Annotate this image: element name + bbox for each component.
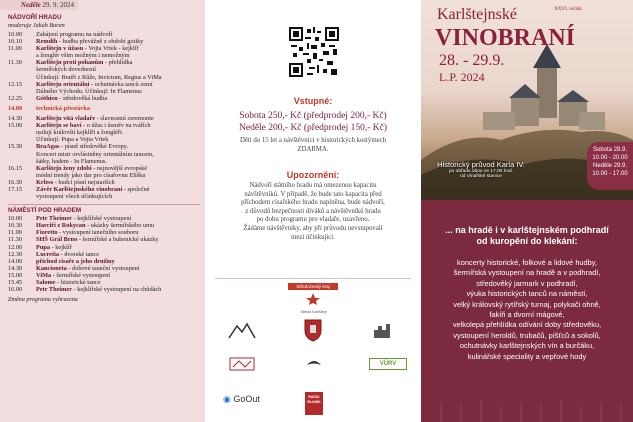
program-performer: Lucretia — [36, 250, 59, 258]
program-description: - nejnovější evropské — [91, 164, 148, 172]
program-performer: Karlštejn orientální — [36, 80, 90, 88]
program-performer: Krless — [36, 178, 54, 186]
program-description: - Vojta Vrtek - kejklíř — [83, 45, 139, 53]
program-description: Účinkují: Bratři z Růže, Invictum, Regius a ViMa — [36, 73, 162, 81]
program-time: 12.15 — [8, 80, 23, 88]
program-text — [36, 59, 200, 66]
vine-pattern — [421, 382, 633, 422]
castle-program — [8, 31, 200, 102]
program-description: - dobové taneční vystoupení — [66, 264, 140, 272]
program-row — [8, 81, 200, 88]
program-panel — [0, 0, 205, 422]
goout-icon: ◉ — [223, 394, 231, 404]
moderator: moderuje Jakub Baran — [8, 22, 65, 29]
program-time: 17.15 — [8, 185, 23, 193]
program-time — [8, 52, 36, 59]
castle-section-title: NÁDVOŘÍ HRADU — [8, 14, 62, 21]
program-text — [36, 265, 200, 272]
program-row — [8, 265, 200, 272]
program-description: - slavnostní ceremonie — [95, 115, 154, 123]
program-text — [36, 122, 200, 129]
title-vinobrani: VINOBRANÍ — [435, 25, 576, 51]
program-text — [36, 143, 200, 150]
program-performer: Remdih — [36, 38, 58, 46]
program-time — [8, 74, 36, 81]
program-performer: Fioretto — [36, 229, 58, 237]
program-description: - společné — [122, 185, 150, 193]
list-item: velkolepá přehlídka odívání doby středověku, — [452, 320, 602, 330]
program-row — [8, 136, 200, 143]
program-time: 12.30 — [8, 250, 23, 258]
program-description: - o úžas i úsměv na tvářích — [81, 122, 151, 130]
program-text — [36, 286, 200, 293]
program-time: 14.30 — [8, 264, 23, 272]
program-performer: Karlštejn vítá vladaře — [36, 115, 96, 123]
program-description: Koncert mistr orvlástněny orientálním tancem, — [36, 150, 154, 158]
program-text — [36, 193, 200, 200]
program-text — [36, 31, 200, 38]
program-text — [36, 215, 200, 222]
list-item: vystoupení heroldů, trubačů, píšťců a sokolů, — [453, 330, 601, 340]
program-text — [36, 136, 200, 143]
program-description: - hudci písní nejstarších — [53, 178, 115, 186]
program-performer: Petr Theimer — [36, 215, 72, 223]
program-description: šermířských dovedností — [36, 66, 96, 74]
attractions-list — [421, 258, 633, 362]
program-performer: Petr Theimer — [36, 286, 72, 294]
program-row — [8, 143, 200, 150]
program-description: - písně středověké Evropy. — [59, 143, 129, 151]
program-time — [8, 136, 36, 143]
program-text — [36, 258, 200, 265]
coat-of-arms-icon — [303, 318, 323, 342]
program-description: - šermířské a bubenické ukázky — [77, 236, 159, 244]
program-description: - ukázky šermířského umu — [85, 222, 155, 230]
children-free: ZDARMA. — [297, 146, 329, 153]
program-description: - kejklíř — [50, 243, 72, 251]
info-panel — [205, 0, 421, 422]
program-time: 15.45 — [8, 279, 23, 286]
program-time: 16.00 — [8, 286, 23, 294]
procession-title: Historický průvod Karla IV. — [437, 160, 525, 169]
program-row — [8, 186, 200, 193]
program-description: Zahájení programu na nádvoří — [36, 31, 113, 38]
program-description: vystoupení všech účinkujících — [36, 193, 113, 201]
list-item: ochutnávky karlštejnských vín a burčáku, — [459, 341, 595, 351]
program-time: 11.00 — [8, 229, 22, 237]
festival-year: L.P. 2024 — [439, 70, 485, 84]
program-time: 14.30 — [8, 115, 23, 123]
program-time: 15.00 — [8, 271, 23, 279]
sunday-heading — [8, 1, 74, 10]
program-time: 12.25 — [8, 94, 23, 102]
program-performer: ViMa — [36, 271, 52, 279]
title-karlstejnske: Karlštejnské — [437, 6, 517, 23]
program-text — [36, 236, 200, 243]
program-text — [36, 279, 200, 286]
program-performer: SHŠ Grál Brno — [36, 236, 78, 244]
program-time — [8, 129, 36, 136]
program-row — [8, 165, 200, 172]
program-time: 11.00 — [8, 45, 22, 53]
program-row — [8, 279, 200, 286]
program-time — [8, 151, 36, 158]
program-description: šátky, hadem - In Flamenus. — [36, 157, 107, 165]
separator — [215, 278, 411, 279]
program-performer: Pupa — [36, 243, 50, 251]
program-description: - kejklířské vystoupení — [71, 215, 132, 223]
program-time: 10.30 — [8, 222, 23, 230]
program-text — [36, 158, 200, 165]
cover-panel — [421, 0, 633, 422]
program-performer: BraAgas — [36, 143, 60, 151]
program-row — [8, 66, 200, 73]
program-time — [8, 88, 36, 95]
castle-logo-icon — [370, 322, 398, 340]
program-time: 14.00 — [8, 257, 23, 265]
program-row — [8, 158, 200, 165]
program-time — [8, 172, 36, 179]
program-description: - ochutnávka tanců zemí — [89, 80, 153, 88]
price-saturday: Sobota 250,- Kč (předprodej 200,- Kč) — [239, 111, 387, 121]
square-section-title: NÁMĚSTÍ POD HRADEM — [8, 207, 82, 215]
program-row — [8, 236, 200, 243]
notice-title: Upozornění: — [286, 170, 340, 180]
program-performer: Karlštejn se baví — [36, 122, 82, 130]
list-item: fakíři a dvorní mágové, — [489, 310, 565, 320]
program-text — [36, 95, 200, 102]
program-row — [8, 215, 200, 222]
program-row — [8, 45, 200, 52]
program-row — [8, 272, 200, 279]
program-description: usilují královští kejklíři a žongléři. — [36, 129, 124, 137]
program-performer: Karlštejn ženy zdobí — [36, 164, 92, 172]
program-row — [8, 222, 200, 229]
program-text — [36, 88, 200, 95]
program-text — [36, 81, 200, 88]
program-description: - středověká hudba — [57, 94, 108, 102]
festival-dates: 28. - 29.9. — [439, 52, 505, 69]
program-time — [8, 66, 36, 73]
program-time: 10.10 — [8, 38, 23, 46]
star-logo-icon — [305, 292, 321, 306]
qr-code[interactable] — [289, 27, 339, 77]
program-performer: Góthien — [36, 94, 58, 102]
program-row — [8, 151, 200, 158]
program-row — [8, 31, 200, 38]
heritage-logo-icon — [227, 354, 257, 374]
program-time — [8, 193, 36, 200]
opening-hours-badge: Sobota 28.9. 10.00 - 20.00 Neděle 29.9. 10.00 - 17.00 — [587, 142, 633, 190]
notice-text: Nádvoří státního hradu má omezenou kapacitu návštěvníků. V případě, že bude tato kapacita před příchodem císařského hradu naplněna, bude nádvoří, z důvodů bezpečnosti diváků a návštěvníků hradu po dobu programu pro vladaře, uzavřeno. Žádáme návštěvníky, aby při průvodu nevstupovali mezi účinkující. — [241, 182, 385, 241]
tech-break-row: 14.00 technická přestávka — [8, 104, 91, 112]
sunday-label: Neděle — [20, 1, 41, 9]
program-description: - hudba převážně z období gotiky — [57, 38, 144, 46]
program-text — [36, 186, 200, 193]
program-description: Dálného Východu. Účinkují: In Flamenus — [36, 87, 142, 95]
program-row — [8, 179, 200, 186]
program-row — [8, 193, 200, 200]
program-performer: Kancioneta — [36, 264, 67, 272]
program-description: Účinkují: Pupa a Vojta Vrtek — [36, 136, 109, 144]
vurv-logo: VÚRV — [369, 358, 407, 370]
entry-block — [205, 96, 421, 154]
program-row — [8, 286, 200, 293]
sponsor-tag: Středočeský kraj — [288, 283, 338, 290]
radio-logo: RADIO BLANÍK — [305, 392, 323, 415]
program-row — [8, 59, 200, 66]
program-time: 16.15 — [8, 164, 23, 172]
program-description: módní trendy jako dar pro císařovnu Elišku — [36, 171, 146, 179]
list-item: výuka historických tanců na náměstí, — [466, 289, 588, 299]
program-performer: Závěr Karlštejnského vinobraní — [36, 185, 123, 193]
program-row — [8, 172, 200, 179]
program-time: 11.30 — [8, 59, 22, 67]
list-item: koncerty historické, folkové a lidové hudby, — [457, 258, 597, 267]
program-text — [36, 244, 200, 251]
list-item: kulinářské speciality a vepřové hody — [467, 351, 587, 361]
program-performer: příchod císaře a jeho družiny — [36, 257, 115, 265]
program-row — [8, 74, 200, 81]
program-text — [36, 251, 200, 258]
program-row — [8, 38, 200, 45]
program-text — [36, 52, 200, 59]
program-performer: Harciří z Rokycan — [36, 222, 86, 230]
program-time: 10.00 — [8, 215, 23, 223]
program-time: 15.00 — [8, 122, 23, 130]
program-row — [8, 258, 200, 265]
program-performer: Salome — [36, 279, 56, 286]
procession-sub-2: od Vinařské stanice — [460, 174, 502, 179]
program-row — [8, 52, 200, 59]
program-row — [8, 244, 200, 251]
program-time: 12.00 — [8, 243, 23, 251]
goout-logo: ◉ GoOut — [223, 394, 260, 404]
program-text — [36, 172, 200, 179]
program-time: 10.00 — [8, 31, 23, 38]
children-note: Děti do 15 let a návštěvníci v historických kostýmech — [239, 137, 387, 144]
program-description: a žonglér všim možným i nemožným — [36, 52, 130, 60]
program-text — [36, 272, 200, 279]
program-text — [36, 179, 200, 186]
program-row — [8, 115, 200, 122]
program-performer: Karlštejn proti pohanům — [36, 59, 104, 67]
sunday-date: 29. 9. 2024 — [42, 1, 74, 9]
program-time: 15.30 — [8, 143, 23, 151]
footer-note: Změna programu vyhrazena — [8, 296, 78, 304]
program-row — [8, 122, 200, 129]
program-row — [8, 88, 200, 95]
bird-logo-icon — [305, 355, 323, 373]
program-text — [36, 165, 200, 172]
town-label: Město Karlštejn — [300, 310, 328, 314]
square-program — [8, 215, 200, 293]
program-description: - kejklířské vystoupení na chůdách — [71, 286, 162, 294]
program-row — [8, 251, 200, 258]
program-description: - přehlídka — [103, 59, 133, 67]
program-time: 11.30 — [8, 236, 22, 244]
pitch-heading: ... na hradě i v karlštejnském podhradí od kuropění do klekání: — [445, 225, 609, 246]
program-time: 16.30 — [8, 178, 23, 186]
program-time — [8, 158, 36, 165]
program-text — [36, 222, 200, 229]
castle-program-afternoon — [8, 115, 200, 200]
list-item: šermířská vystoupení na hradě a v podhradí, — [453, 268, 601, 278]
program-text — [36, 115, 200, 122]
list-item: velký královský rytířský turnaj, polykači ohně, — [453, 299, 601, 309]
program-row — [8, 95, 200, 102]
divider — [8, 204, 200, 205]
program-description: - šermířské vystoupení — [51, 271, 111, 279]
program-text — [36, 38, 200, 45]
notice-block — [205, 170, 421, 242]
list-item: středověký jarmark v podhradí, — [476, 278, 578, 288]
price-sunday: Neděle 200,- Kč (předprodej 150,- Kč) — [239, 123, 387, 133]
program-performer: Karlštejn v úžasu — [36, 45, 84, 53]
program-text — [36, 151, 200, 158]
program-text — [36, 66, 200, 73]
program-description: - historické tance — [55, 279, 101, 286]
program-text — [36, 74, 200, 81]
edition: XXVI. ročník — [554, 7, 582, 12]
program-text — [36, 45, 200, 52]
entry-title: Vstupné: — [293, 96, 333, 106]
procession-sub-1: po obřadu obou ve 17.00 hod. — [448, 169, 513, 174]
program-description: - vystoupení tanečního souboru — [57, 229, 139, 237]
mountain-logo-icon — [227, 320, 257, 340]
procession-block — [421, 160, 541, 179]
program-description: - dvorské tance — [58, 250, 100, 258]
